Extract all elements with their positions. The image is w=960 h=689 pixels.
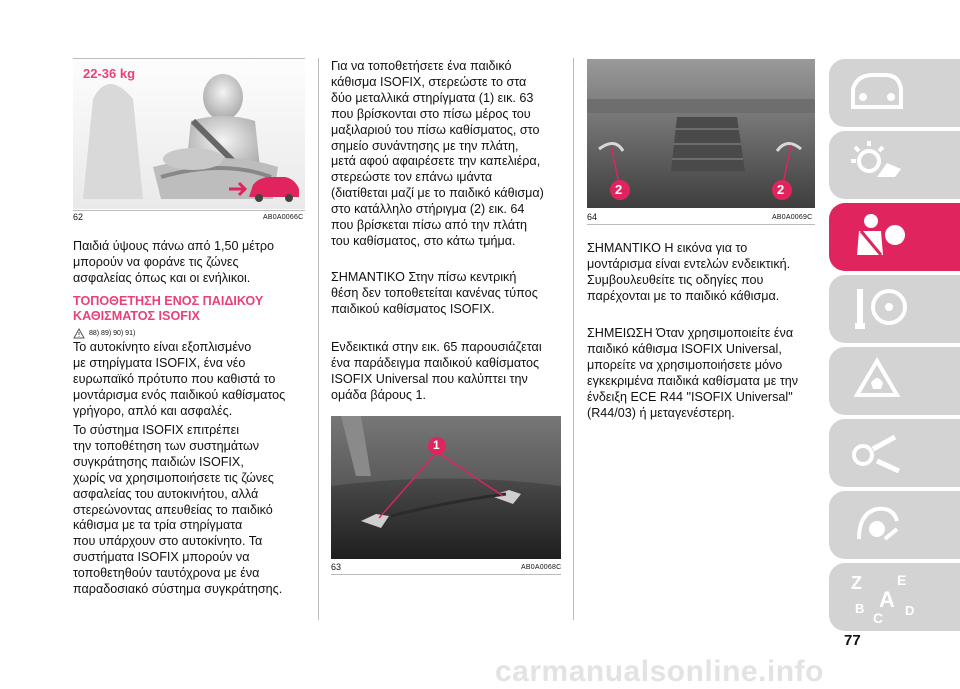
figure-code: AB0A0066C — [263, 214, 304, 221]
index-letter: Z — [851, 573, 862, 593]
emergency-triangle-icon — [847, 355, 907, 407]
note-refs: 88) 89) 90) 91) — [89, 329, 136, 337]
tab-dashboard[interactable] — [829, 59, 960, 127]
steering-key-icon — [847, 283, 907, 335]
paragraph: Ενδεικτικά στην εικ. 65 παρουσιάζεται ένα παράδειγμα παιδικού καθίσματος ISOFIX Universal που καλύπτει την ομάδα βάρους 1. — [331, 340, 542, 402]
paragraph: Για να τοποθετήσετε ένα παιδικό κάθισμα ISOFIX, στερεώστε το στα δύο μεταλλικά στηρίγματα (1) εικ. 63 που βρίσκονται στο πίσω μέρος του μαξιλαριού του πίσω καθίσματος, στο σημείο συνάντησης με την πλάτη, μετά αφού αφαιρέσετε την καπελιέρα, στερεώστε τον επάνω ιμάντα (διατίθεται μαζί με το παιδικό κάθισμα) στο κατάλληλο στήριγμα (2) εικ. 64 που βρίσκεται πίσω από την πλάτη του καθίσματος, στο κάτω τμήμα. — [331, 59, 544, 248]
tab-warning-lights[interactable] — [829, 131, 960, 199]
figure-64 — [587, 59, 815, 208]
maintenance-tools-icon — [847, 427, 907, 479]
tab-emergency[interactable] — [829, 347, 960, 415]
index-letter: E — [897, 572, 907, 588]
alphabetical-index-icon — [847, 571, 927, 625]
paragraph: Παιδιά ύψους πάνω από 1,50 μέτρο μπορούν να φοράνε τις ζώνες ασφαλείας όπως και οι ενήλικοι. — [73, 239, 275, 285]
seatbelt-airbag-icon — [847, 211, 907, 263]
callout-label: 2 — [777, 182, 785, 197]
watermark: carmanualsonline.info — [495, 655, 824, 688]
paragraph: ΣΗΜΕΙΩΣΗ Όταν χρησιμοποιείτε ένα παιδικό κάθισμα ISOFIX Universal, μπορείτε να χρησιμοποιήσετε μόνο εγκεκριμένα παιδικά καθίσματα με την ένδειξη ECE R44 "ISOFIX Universal" (R44/03) ή μεταγενέστερη. — [587, 326, 799, 420]
warning-triangle-icon — [73, 328, 85, 339]
tab-safety[interactable] — [829, 203, 960, 271]
column-divider-1 — [318, 58, 319, 620]
figure-code: AB0A0069C — [772, 214, 813, 221]
index-letter: C — [873, 610, 884, 625]
child-booster-seat-illustration — [73, 59, 305, 209]
fig62-bottom-rule — [73, 210, 305, 211]
fig64-bottom-rule — [587, 224, 815, 225]
figure-code: AB0A0068C — [521, 564, 562, 571]
multimedia-icon — [847, 499, 907, 551]
figure-62 — [73, 59, 305, 209]
paragraph: ΣΗΜΑΝΤΙΚΟ Στην πίσω κεντρική θέση δεν τοποθετείται κανένας τύπος παιδικού καθίσματος ISOFIX. — [331, 270, 538, 316]
callout-label: 1 — [433, 438, 440, 452]
section-heading: ΤΟΠΟΘΕΤΗΣΗ ΕΝΟΣ ΠΑΙΔΙΚΟΥ ΚΑΘΙΣΜΑΤΟΣ ISOFIX — [73, 294, 264, 323]
index-letter: A — [879, 587, 895, 612]
weight-group-label: 22-36 kg — [83, 66, 136, 81]
tab-maintenance[interactable] — [829, 419, 960, 487]
tab-starting-driving[interactable] — [829, 275, 960, 343]
tab-multimedia[interactable] — [829, 491, 960, 559]
paragraph: Το αυτοκίνητο είναι εξοπλισμένο με στηρίγματα ISOFIX, ένα νέο ευρωπαϊκό πρότυπο που καθιστά το μοντάρισμα ενός παιδικού καθίσματος γρήγορο, απλό και ασφαλές. — [73, 340, 286, 418]
fig63-bottom-rule — [331, 574, 561, 575]
callout-label: 2 — [615, 182, 623, 197]
figure-number: 63 — [331, 562, 342, 572]
paragraph: ΣΗΜΑΝΤΙΚΟ Η εικόνα για το μοντάρισμα είναι εντελών ενδεικτική. Συμβουλευθείτε τις οδηγίες που παρέχονται με το παιδικό κάθισμα. — [587, 241, 791, 303]
index-letter: D — [905, 603, 915, 618]
index-letter: B — [855, 601, 865, 616]
isofix-anchor-seat-photo — [331, 416, 561, 559]
warning-lights-icon — [847, 139, 907, 191]
car-dashboard-icon — [847, 67, 907, 119]
figure-number: 64 — [587, 212, 598, 222]
warning-references — [73, 327, 135, 339]
figure-63 — [331, 416, 561, 559]
tab-alphabetical-index[interactable] — [829, 563, 960, 631]
page-number: 77 — [844, 632, 861, 649]
figure-number: 62 — [73, 212, 84, 222]
paragraph: Το σύστημα ISOFIX επιτρέπει την τοποθέτηση των συστημάτων συγκράτησης παιδιών ISOFIX, χωρίς να χρησιμοποιήσετε τις ζώνες ασφαλείας του αυτοκινήτου, αλλά στερεώνοντας απευθείας το παιδικό κάθισμα με τα τρία στηρίγματα που υπάρχουν στο αυτοκίνητο. Τα συστήματα ISOFIX μπορούν να τοποθετηθούν ταυτόχρονα με ένα παραδοσιακό σύστημα συγκράτησης. — [73, 423, 283, 597]
